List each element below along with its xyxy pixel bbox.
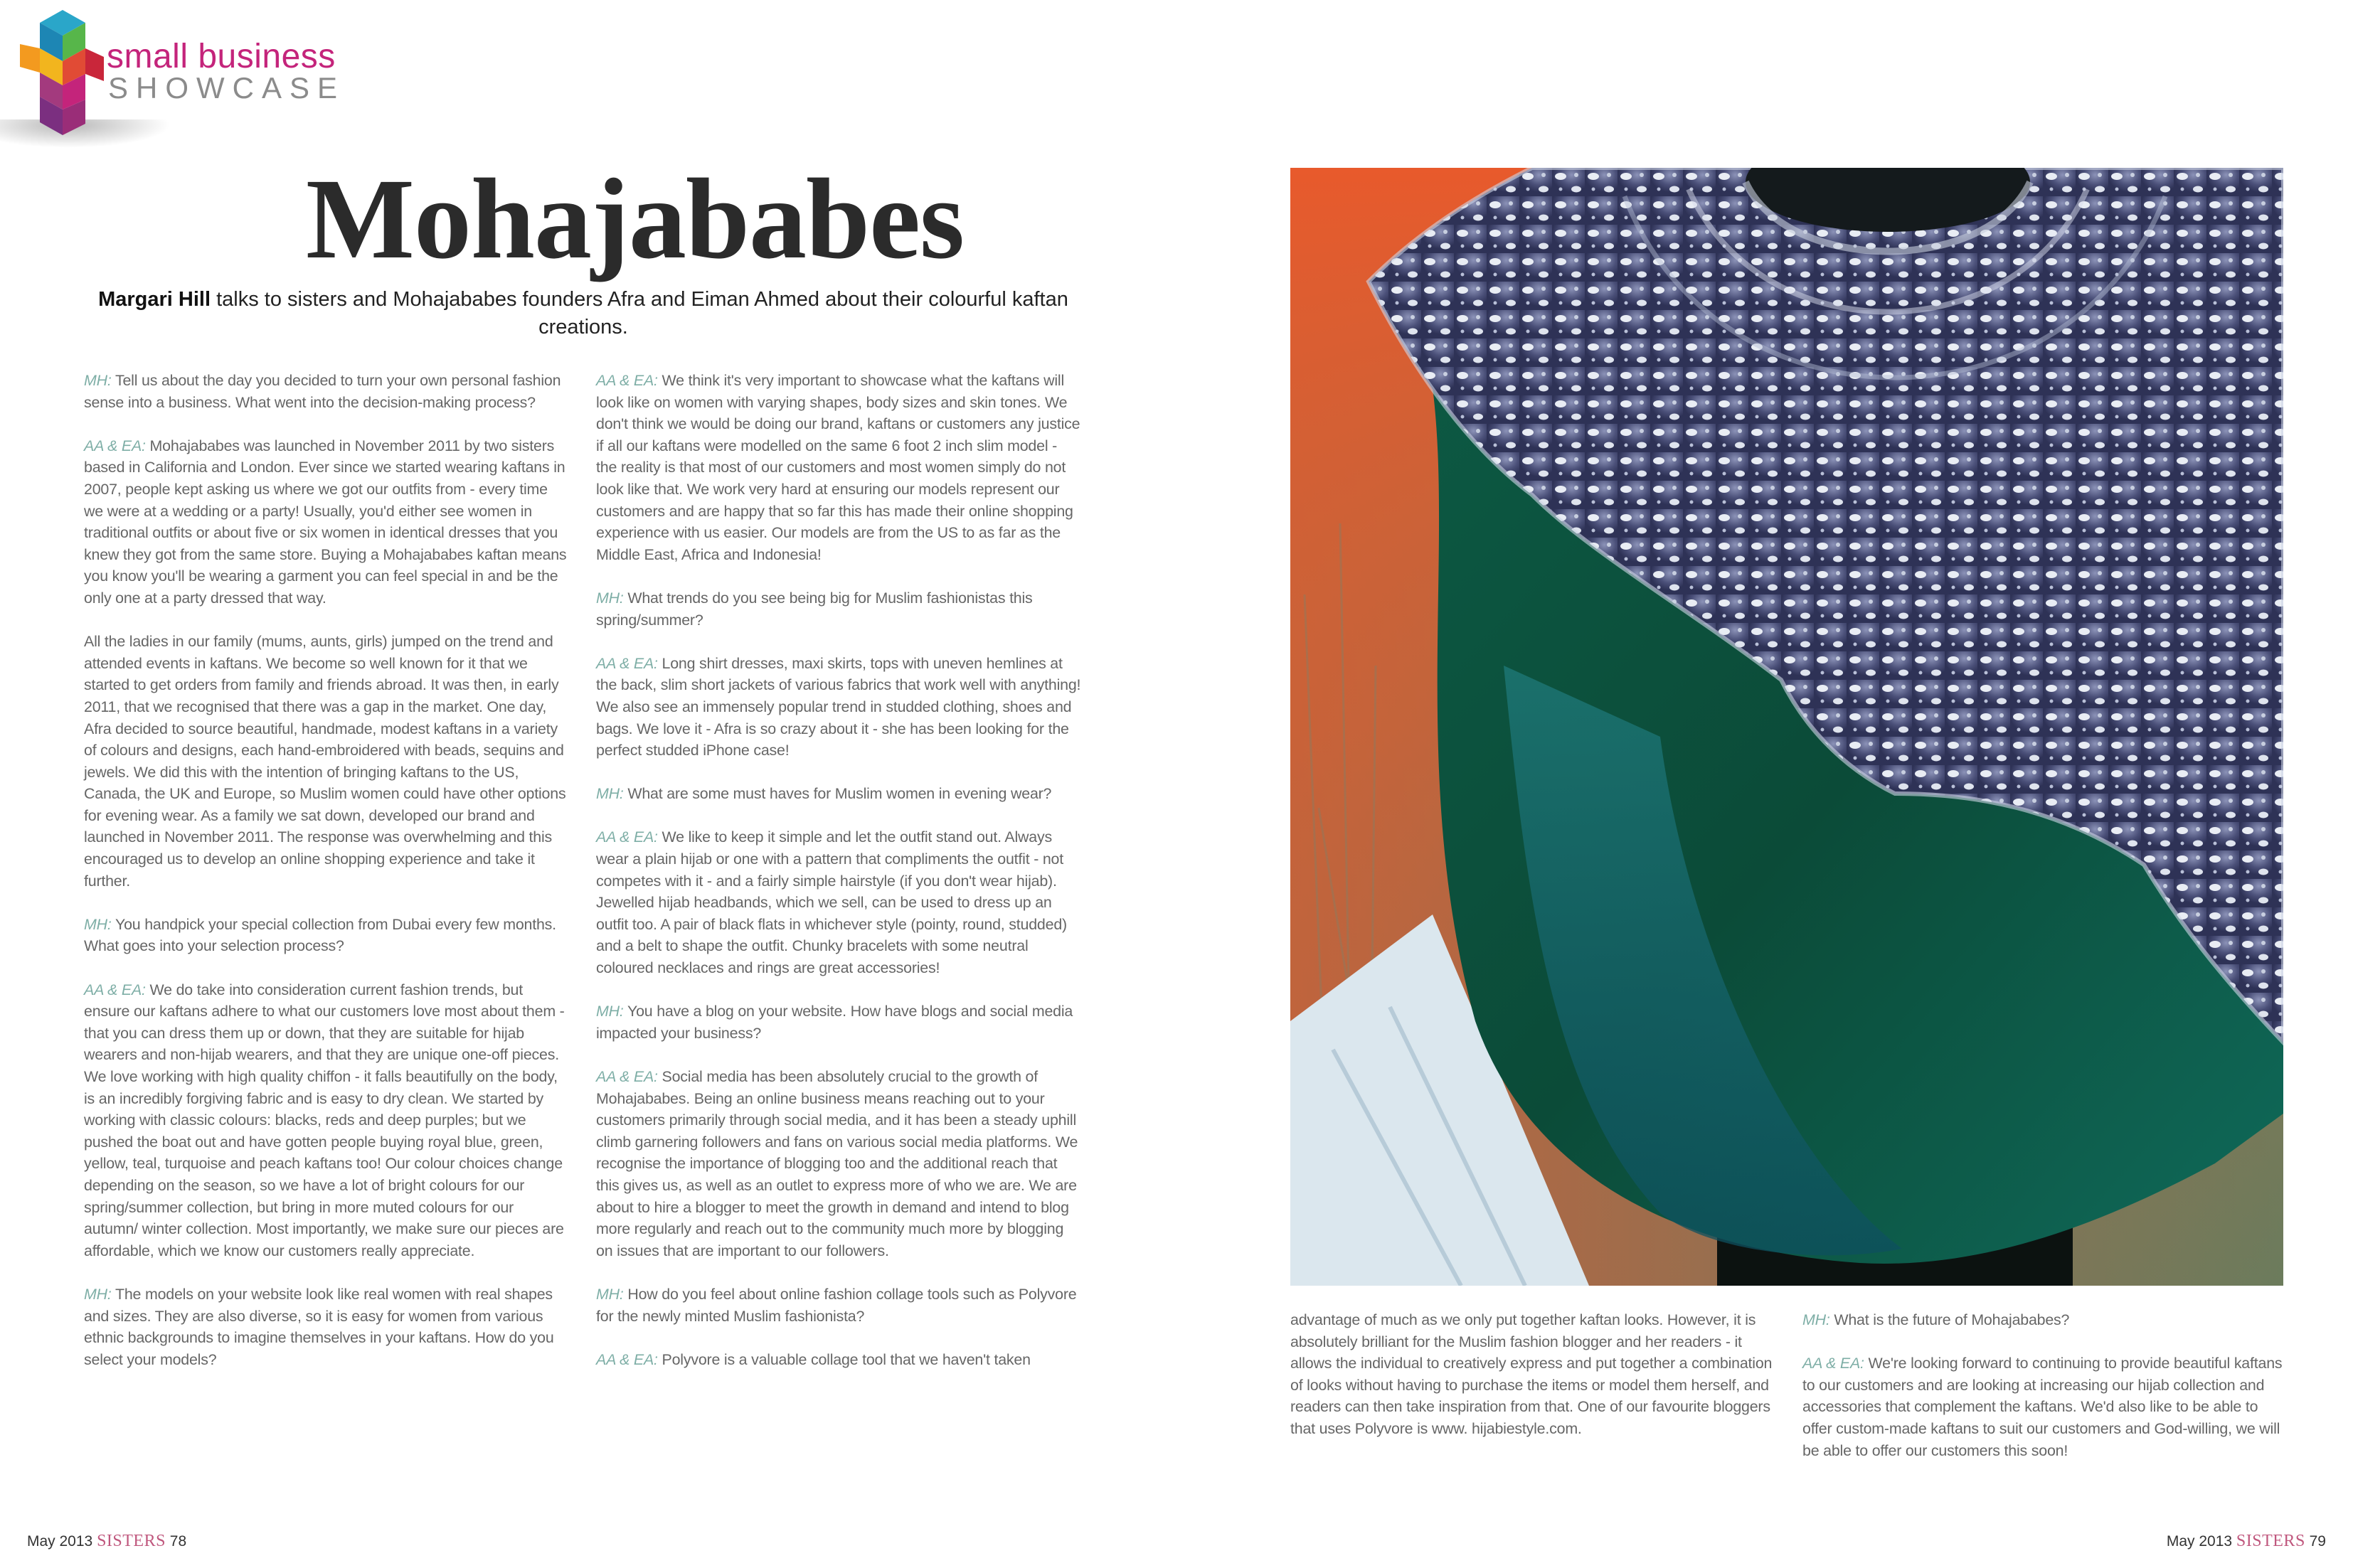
speaker-label: AA & EA: [596, 1350, 658, 1368]
article-paragraph [596, 1284, 1081, 1327]
paragraph-text: Social media has been absolutely crucial to the growth of Mohajababes. Being an online business means reaching out to your customers primarily through social media, and it has been a steady uphill climb garnering followers and fans on various social media platforms. We recognise the importance of blogging too and the additional reach that this gives us, as well as an outlet to express more of who we are. We are about to hire a blogger to meet the growth in demand and intend to blog more regularly and reach out to the community much more by blogging on issues that are important to our followers. [596, 1068, 1078, 1259]
text-column-1 [84, 370, 569, 1392]
kaftan-photo [1290, 168, 2283, 1286]
paragraph-text: You handpick your special collection from Dubai every few months. What goes into your selection process? [84, 915, 556, 955]
speaker-label: AA & EA: [1802, 1355, 1864, 1372]
article-paragraph [1290, 1309, 1775, 1440]
article-paragraph [1802, 1353, 2289, 1461]
standfirst [85, 286, 1081, 341]
logo-line-small-business: small business [107, 38, 336, 75]
paragraph-text: advantage of much as we only put together kaftan looks. However, it is absolutely brilliant for the Muslim fashion blogger and her readers - it allows the individual to creatively express and put together a combination of looks without having to purchase the items or model them herself, and readers can then take inspiration from that. One of our favourite bloggers that uses Polyvore is www. hijabiestyle.com. [1290, 1311, 1773, 1437]
paragraph-text: Long shirt dresses, maxi skirts, tops with uneven hemlines at the back, slim short jackets of various fabrics that work well with anything! We also see an immensely popular trend in studded clothing, shoes and bags. We love it - Afra is so crazy about it - she has been looking for the perfect studded iPhone case! [596, 654, 1081, 759]
article-paragraph [596, 826, 1081, 978]
paragraph-text: What are some must haves for Muslim women in evening wear? [623, 785, 1052, 803]
text-column-3 [1290, 1309, 1775, 1461]
speaker-label: MH: [596, 589, 624, 607]
speaker-label: AA & EA: [84, 981, 146, 998]
paragraph-text: You have a blog on your website. How have blogs and social media impacted your business? [596, 1003, 1073, 1042]
speaker-label: AA & EA: [596, 828, 658, 846]
article-paragraph [596, 1066, 1081, 1262]
paragraph-text: What is the future of Mohajababes? [1829, 1311, 2070, 1328]
paragraph-text: What trends do you see being big for Muslim fashionistas this spring/summer? [596, 589, 1033, 629]
folio-page-number: 79 [2305, 1533, 2326, 1550]
paragraph-text: We think it's very important to showcase what the kaftans will look like on women with varying shapes, body sizes and skin tones. We don't think we would be doing our brand, kaftans or customers any justice if all our kaftans were modelled on the same 6 foot 2 inch slim model - the reality is that most of our customers and most women simply do not look like that. We work very hard at ensuring our models represent our customers and are happy that so far this has made their online shopping experience with us easier. Our models are from the US to as far as the Middle East, Africa and Indonesia! [596, 372, 1080, 563]
paragraph-text: We do take into consideration current fashion trends, but ensure our kaftans adhere to what our customers love most about them - that you can dress them up or down, that they are suitable for hijab wearers and non-hijab wearers, and that they are unique one-off pieces. We love working with high quality chiffon - it falls beautifully on the body, is an incredibly forgiving fabric and is easy to dry clean. We started by working with classic colours: blacks, reds and deep purples; but we pushed the boat out and have gotten people buying royal blue, green, yellow, teal, turquoise and peach kaftans too! Our colour choices change depending on the season, so we have a lot of bright colours for our spring/summer collection, but bring in more muted colours for our autumn/ winter collection. Most importantly, we make sure our pieces are affordable, which we know our customers really appreciate. [84, 981, 565, 1259]
standfirst-author: Margari Hill [98, 288, 211, 311]
paragraph-text: The models on your website look like real women with real shapes and sizes. They are also diverse, so it is easy for women from various ethnic backgrounds to imagine themselves in your kaftans. How do you select your models? [84, 1285, 554, 1368]
speaker-label: MH: [84, 372, 112, 389]
paragraph-text: Tell us about the day you decided to turn your own personal fashion sense into a business. What went into the decision-making process? [84, 372, 561, 411]
speaker-label: MH: [84, 1285, 112, 1303]
speaker-label: AA & EA: [84, 437, 146, 454]
article-paragraph [84, 435, 569, 609]
hexagon-flower-icon [20, 10, 105, 138]
speaker-label: AA & EA: [596, 1068, 658, 1085]
folio-magazine-name: SISTERS [97, 1532, 166, 1550]
article-paragraph [596, 1349, 1081, 1371]
small-business-showcase-logo [0, 0, 346, 156]
folio-date: May 2013 [27, 1533, 97, 1550]
folio-left [27, 1532, 186, 1551]
speaker-label: MH: [1802, 1311, 1830, 1328]
text-column-4 [1802, 1309, 2289, 1483]
speaker-label: MH: [596, 1003, 624, 1020]
article-paragraph [84, 979, 569, 1262]
folio-page-number: 78 [165, 1533, 187, 1550]
article-paragraph [84, 914, 569, 957]
logo-line-showcase: SHOWCASE [108, 71, 346, 105]
folio-magazine-name: SISTERS [2236, 1532, 2305, 1550]
article-paragraph [596, 587, 1081, 631]
article-paragraph [596, 1001, 1081, 1044]
article-paragraph [596, 653, 1081, 762]
text-column-2 [596, 370, 1081, 1392]
folio-right [2167, 1532, 2326, 1551]
paragraph-text: We like to keep it simple and let the outfit stand out. Always wear a plain hijab or one with a pattern that compliments the outfit - not competes with it - and a fairly simple hairstyle (if you don't wear hijab). Jewelled hijab headbands, which we sell, can be used to dress up an outfit too. A pair of black flats in whichever style (pointy, round, studded) and a belt to shape the outfit. Chunky bracelets with some neutral coloured necklaces and rings are great accessories! [596, 828, 1067, 977]
article-paragraph [596, 370, 1081, 565]
speaker-label: AA & EA: [596, 654, 658, 672]
standfirst-text: talks to sisters and Mohajababes founders Afra and Eiman Ahmed about their colourful kaftan creations. [211, 288, 1068, 338]
article-paragraph [596, 783, 1081, 805]
article-paragraph [84, 631, 569, 892]
article-paragraph [84, 1284, 569, 1370]
article-paragraph [84, 370, 569, 413]
paragraph-text: Mohajababes was launched in November 2011 by two sisters based in California and London. Ever since we started wearing kaftans in 2007, people kept asking us where we got our outfits from - every time we were at a wedding or a party! Usually, you'd either see women in traditional outfits or about five or six women in identical dresses that you knew they got from the same store. Buying a Mohajababes kaftan means you know you'll be wearing a garment you can feel special in and be the only one at a party dressed that way. [84, 437, 567, 607]
paragraph-text: How do you feel about online fashion collage tools such as Polyvore for the newly minted Muslim fashionista? [596, 1285, 1077, 1325]
embellished-green-kaftan-image [1290, 168, 2283, 1286]
paragraph-text: We're looking forward to continuing to provide beautiful kaftans to our customers and are looking at increasing our hijab collection and accessories that complement the kaftans. We'd also like to be able to offer custom-made kaftans to suit our customers and God-willing, we will be able to offer our customers this soon! [1802, 1355, 2283, 1459]
folio-date: May 2013 [2166, 1533, 2236, 1550]
article-paragraph [1802, 1309, 2289, 1331]
paragraph-text: All the ladies in our family (mums, aunts, girls) jumped on the trend and attended events in kaftans. We become so well known for it that we started to get orders from family and friends abroad. It was then, in early 2011, that we recognised that there was a gap in the market. One day, Afra decided to source beautiful, handmade, modest kaftans in a variety of colours and designs, each hand-embroidered with beads, sequins and jewels. We did this with the intention of bringing kaftans to the US, Canada, the UK and Europe, so Muslim women could have other options for evening wear. As a family we sat down, developed our brand and launched in November 2011. The response was overwhelming and this encouraged us to develop an online shopping experience and take it further. [84, 633, 566, 890]
speaker-label: AA & EA: [596, 372, 658, 389]
speaker-label: MH: [596, 1285, 624, 1303]
speaker-label: MH: [84, 915, 112, 933]
article-title: Mohajababes [306, 156, 965, 283]
speaker-label: MH: [596, 785, 624, 803]
paragraph-text: Polyvore is a valuable collage tool that we haven't taken [657, 1350, 1031, 1368]
